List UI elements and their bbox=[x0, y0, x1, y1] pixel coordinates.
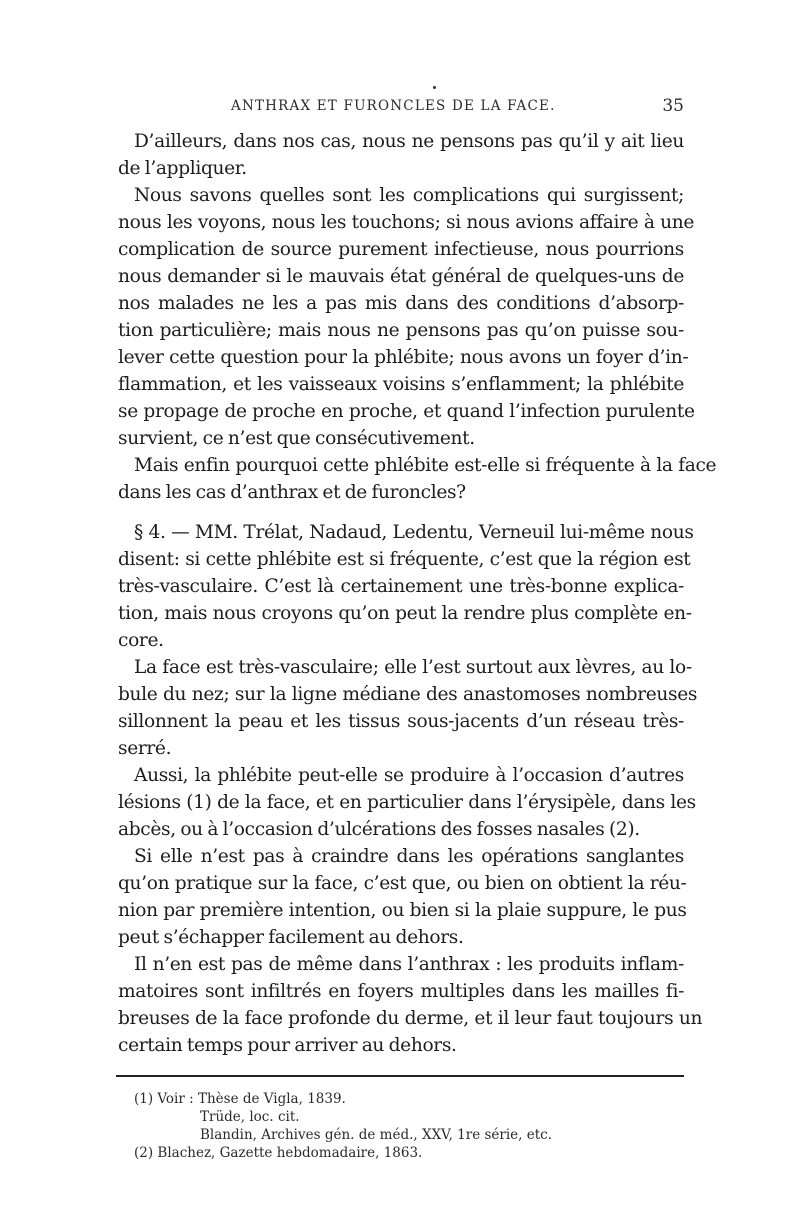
text-line: certain temps pour arriver au dehors. bbox=[118, 1035, 457, 1056]
text-line: matoires sont infiltrés en foyers multiples dans les mailles fi- bbox=[118, 981, 684, 1002]
text-line: La face est très-vasculaire; elle l’est surtout aux lèvres, au lo- bbox=[134, 657, 692, 678]
section-gap bbox=[118, 506, 684, 519]
text-line: Aussi, la phlébite peut-elle se produire à l’occasion d’autres bbox=[134, 765, 684, 786]
body-text bbox=[118, 128, 717, 1059]
text-line: nion par première intention, ou bien si la plaie suppure, le pus bbox=[118, 900, 687, 921]
footnotes bbox=[134, 1090, 684, 1162]
text-line: se propage de proche en proche, et quand l’infection purulente bbox=[118, 401, 695, 422]
footnote-line: Blandin, Archives gén. de méd., XXV, 1re série, etc. bbox=[200, 1127, 553, 1143]
page-header bbox=[118, 96, 684, 120]
text-line: dans les cas d’anthrax et de furoncles? bbox=[118, 482, 466, 503]
text-line: de l’appliquer. bbox=[118, 158, 247, 179]
text-line: D’ailleurs, dans nos cas, nous ne pensons pas qu’il y ait lieu bbox=[134, 131, 684, 152]
page-number: 35 bbox=[662, 96, 684, 116]
text-line: peut s’échapper facilement au dehors. bbox=[118, 927, 464, 948]
text-line: Nous savons quelles sont les complications qui surgissent; bbox=[134, 185, 684, 206]
text-line: disent: si cette phlébite est si fréquente, c’est que la région est bbox=[118, 549, 691, 570]
footnote-line: Trüde, loc. cit. bbox=[200, 1109, 300, 1125]
text-line: bule du nez; sur la ligne médiane des anastomoses nombreuses bbox=[118, 684, 698, 705]
text-line: flammation, et les vaisseaux voisins s’enflamment; la phlébite bbox=[118, 374, 684, 395]
text-line: tion, mais nous croyons qu’on peut la rendre plus complète en- bbox=[118, 603, 692, 624]
text-line: survient, ce n’est que consécutivement. bbox=[118, 428, 475, 449]
text-line: abcès, ou à l’occasion d’ulcérations des fosses nasales (2). bbox=[118, 819, 640, 840]
text-line: tion particulière; mais nous ne pensons pas qu’on puisse sou- bbox=[118, 320, 684, 341]
text-line: § 4. — MM. Trélat, Nadaud, Ledentu, Verneuil lui-même nous bbox=[134, 522, 694, 543]
text-line: nous demander si le mauvais état général de quelques-uns de bbox=[118, 266, 684, 287]
text-line: sillonnent la peau et les tissus sous-jacents d’un réseau très- bbox=[118, 711, 684, 732]
footnote-line: (1) Voir : Thèse de Vigla, 1839. bbox=[134, 1091, 346, 1107]
text-line: lésions (1) de la face, et en particulier dans l’érysipèle, dans les bbox=[118, 792, 696, 813]
text-line: core. bbox=[118, 630, 164, 651]
running-title: ANTHRAX ET FURONCLES DE LA FACE. bbox=[231, 98, 556, 114]
text-line: qu’on pratique sur la face, c’est que, ou bien on obtient la réu- bbox=[118, 873, 687, 894]
text-line: Si elle n’est pas à craindre dans les opérations sanglantes bbox=[134, 846, 684, 867]
text-line: complication de source purement infectieuse, nous pourrions bbox=[118, 239, 684, 260]
printer-mark bbox=[433, 86, 436, 89]
text-line: nous les voyons, nous les touchons; si nous avions affaire à une bbox=[118, 212, 695, 233]
footnote-line: (2) Blachez, Gazette hebdomadaire, 1863. bbox=[134, 1145, 423, 1161]
text-line: très-vasculaire. C’est là certainement une très-bonne explica- bbox=[118, 576, 684, 597]
text-line: lever cette question pour la phlébite; nous avons un foyer d’in- bbox=[118, 347, 689, 368]
text-line: Mais enfin pourquoi cette phlébite est-elle si fréquente à la face bbox=[134, 455, 717, 476]
text-line: breuses de la face profonde du derme, et il leur faut toujours un bbox=[118, 1008, 703, 1029]
footnote-rule bbox=[116, 1075, 684, 1077]
text-line: serré. bbox=[118, 738, 172, 759]
text-line: Il n’en est pas de même dans l’anthrax : les produits inflam- bbox=[134, 954, 684, 975]
text-line: nos malades ne les a pas mis dans des conditions d’absorp- bbox=[118, 293, 684, 314]
